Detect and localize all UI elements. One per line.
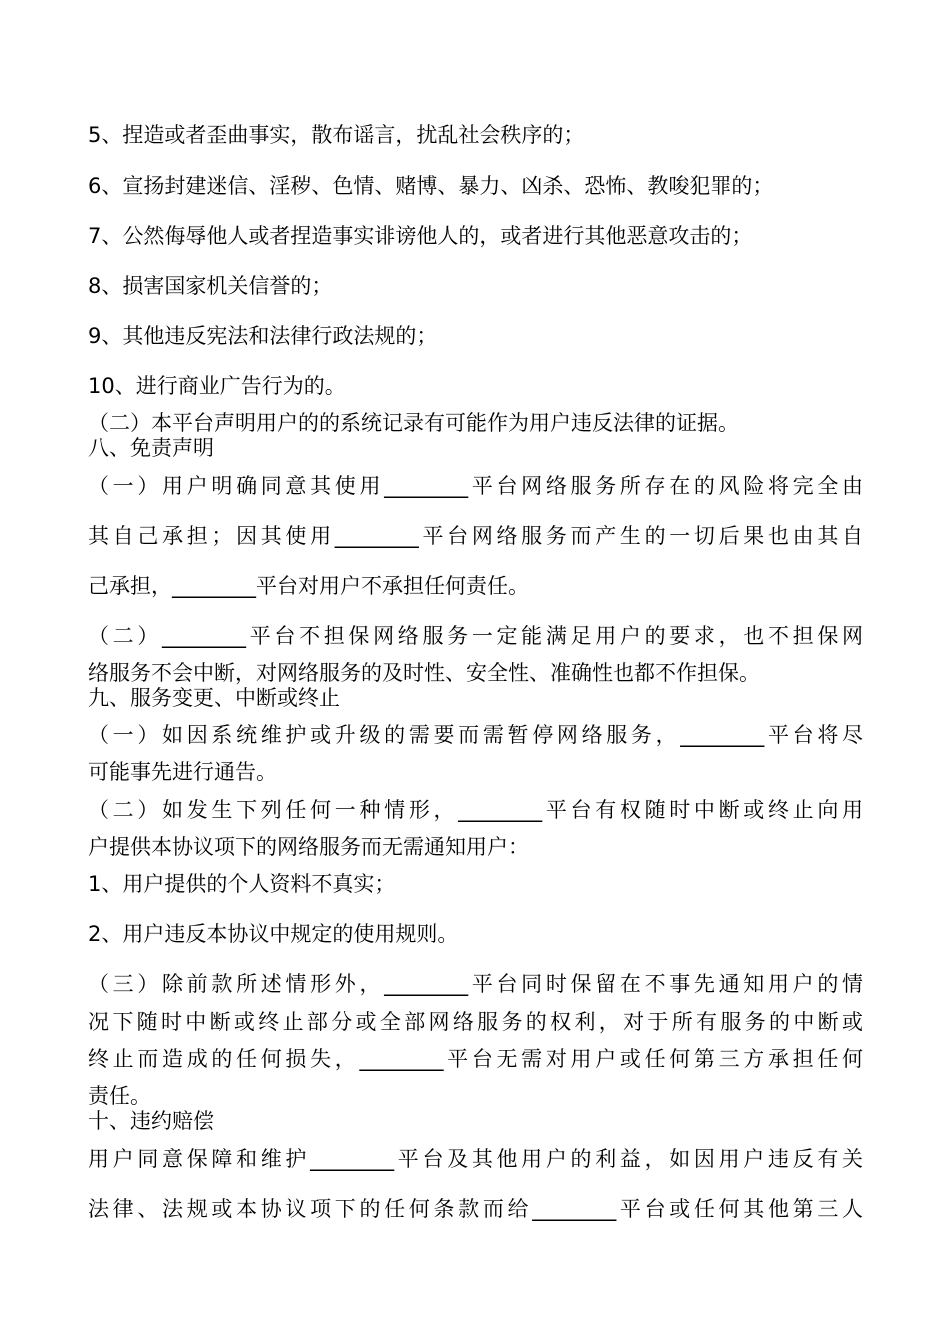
- clause-5: 5、捏造或者歪曲事实，散布谣言，扰乱社会秩序的；: [88, 123, 585, 147]
- paragraph-line: 用户同意保障和维护________平台及其他用户的利益，如因用户违反有关: [88, 1147, 863, 1171]
- paragraph-line: （二）________平台不担保网络服务一定能满足用户的要求，也不担保网: [88, 624, 863, 648]
- clause-7: 7、公然侮辱他人或者捏造事实诽谤他人的，或者进行其他恶意攻击的；: [88, 224, 753, 248]
- paragraph-line: 络服务不会中断，对网络服务的及时性、安全性、准确性也都不作担保。: [88, 661, 760, 685]
- list-item: 2、用户违反本协议中规定的使用规则。: [88, 922, 459, 946]
- paragraph-line: 己承担，________平台对用户不承担任何责任。: [88, 574, 529, 598]
- paragraph-line: （三）除前款所述情形外，________平台同时保留在不事先通知用户的情: [88, 972, 863, 996]
- paragraph-line: 法律、法规或本协议项下的任何条款而给________平台或任何其他第三人: [88, 1197, 863, 1221]
- paragraph-line: （一）如因系统维护或升级的需要而需暂停网络服务，________平台将尽: [88, 723, 863, 747]
- clause-9: 9、其他违反宪法和法律行政法规的；: [88, 324, 438, 348]
- paragraph-line: （二）如发生下列任何一种情形，________平台有权随时中断或终止向用: [88, 798, 863, 822]
- paragraph-line: 户提供本协议项下的网络服务而无需通知用户：: [88, 835, 529, 859]
- paragraph-line: 其自己承担；因其使用________平台网络服务而产生的一切后果也由其自: [88, 524, 863, 548]
- list-item: 1、用户提供的个人资料不真实；: [88, 872, 396, 896]
- paragraph-line: 责任。: [88, 1084, 151, 1108]
- section-heading: 九、服务变更、中断或终止: [88, 686, 340, 710]
- paragraph-line: （二）本平台声明用户的的系统记录有可能作为用户违反法律的证据。: [88, 411, 739, 435]
- section-heading: 十、违约赔偿: [88, 1109, 214, 1133]
- paragraph-line: 况下随时中断或终止部分或全部网络服务的权利，对于所有服务的中断或: [88, 1010, 863, 1034]
- paragraph-line: 终止而造成的任何损失，________平台无需对用户或任何第三方承担任何: [88, 1047, 863, 1071]
- clause-8: 8、损害国家机关信誉的；: [88, 274, 333, 298]
- clause-10: 10、进行商业广告行为的。: [88, 374, 346, 398]
- clause-6: 6、宣扬封建迷信、淫秽、色情、赌博、暴力、凶杀、恐怖、教唆犯罪的；: [88, 174, 774, 198]
- paragraph-line: 可能事先进行通告。: [88, 760, 277, 784]
- paragraph-line: （一）用户明确同意其使用________平台网络服务所存在的风险将完全由: [88, 474, 863, 498]
- section-heading: 八、免责声明: [88, 436, 214, 460]
